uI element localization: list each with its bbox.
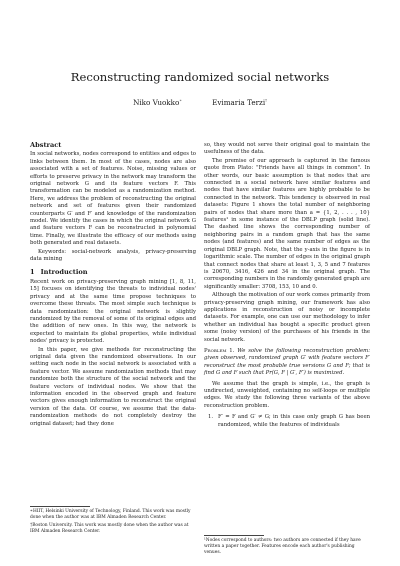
keywords-label: Keywords: [38,248,67,255]
list-item [208,414,370,429]
keywords [30,249,196,264]
problem-statement [204,348,370,378]
left-footnotes [30,502,196,536]
right-footnotes [204,531,370,557]
footnote-author-2: †Boston University. This work was mostly done when the author was at IBM Almaden Research Center. [30,523,189,534]
abstract-text: In social networks, nodes correspond to entities and edges to links between them. In most of the cases, nodes are also associated with a set of features. Noise, missing values or efforts to preserve privacy in the network may transform the original network G and its feature vectors F. This transformation can be modeled as a randomization method. Here, we address the problem of reconstructing the original network and set of features given their randomized counterparts G′ and F′ and knowledge of the randomization model. We identify the cases in which the original network G and feature vectors F can be reconstructed in polynomial time. Finally, we illustrate the efficacy of our methods using both generated and real datasets. [30,151,196,247]
keywords-value: social-network analysis, privacy-preserving data mining [30,248,196,263]
right-paragraph-2: The premise of our approach is captured in the famous quote from Plato: "Friends have all things in common". In other words, our basic assumption is that nodes that are connected in a social network have similar features and nodes that have similar features are highly probable to be connected in the network. This tendency is observed in real datasets: Figure 1 shows the total number of neighboring pairs of nodes that share more than a = {1, 2, . . . , 10} features¹ in some instance of the DBLP graph (solid line). The dashed line shows the corresponding number of neighboring pairs in a random graph that has the same nodes (and features) and the same number of edges as the original DBLP graph. Note, that the y-axis in the figure is in logarithmic scale. The number of edges in the original graph that connect nodes that share at least 1, 3, 5 and 7 features is 20670, 3416, 426 and 34 in the original graph. The corresponding numbers in the randomly generated graph are significantly smaller: 3708, 153, 10 and 0. [204,157,370,290]
footnote-author-1: ∗HIIT, Helsinki University of Technology, Finland. This work was mostly done when the author was at IBM Almaden Research Center. [30,509,191,520]
list-item-number: 1. [208,414,214,421]
left-column [30,142,196,429]
list-item-text: F′ = F and G′ ≠ G; in this case only graph G has been randomized, while the features of individuals [218,414,370,428]
author-1 [133,98,182,107]
author-list [0,98,400,107]
paper-title: Reconstructing randomized social networks [70,70,330,84]
author-2-mark: † [265,98,267,103]
author-1-name: Niko Vuokko [133,98,180,107]
right-paragraph-3: Although the motivation of our work comes primarily from privacy-preserving graph mining, our framework has also applications in reconstruction of noisy or incomplete datasets. For example, one can use our methodology to infer whether an individual has bought a specific product given some (noisy version) of the purchases of his friends in the social network. [204,292,370,343]
footnote-nodes: ¹Nodes correspond to authors: two authors are connected if they have written a paper together. Features encode each author's publishing venues. [204,538,361,555]
footnote-rule [30,506,90,507]
right-paragraph-4: We assume that the graph is simple, i.e., the graph is undirected, unweighted, containing no self-loops or multiple edges. We study the following three variants of the above reconstruction problem. [204,380,370,409]
variant-list [204,414,370,429]
right-paragraph-1: so, they would not serve their original goal to maintain the usefulness of the data. [204,142,370,156]
right-column [204,142,370,430]
intro-paragraph-2: In this paper, we give methods for reconstructing the original data given the randomized observations. In our setting each node in the social network is associated with a feature vector. We assume randomization methods that may randomize both the structure of the social network and the feature vectors of individual nodes. We show that the information encoded in the observed graph and feature vectors gives enough information to reconstruct the original version of the data. Of course, we assume that the data-randomization methods do not completely destroy the original dataset; had they done [30,346,196,427]
problem-text: We solve the following reconstruction problem: given observed, randomized graph G′ with feature vectors F′ reconstruct the most probable true versions G and F; that is find G and F such that Pr(G, F | G′, F′) is maximized. [204,347,370,377]
author-2 [212,98,267,107]
author-2-name: Evimaria Terzi [212,98,266,107]
footnote-rule [204,535,264,536]
intro-heading [30,269,196,276]
intro-number: 1 [30,267,35,276]
intro-paragraph-1: Recent work on privacy-preserving graph mining [1, 8, 11, 15] focuses on identifying the threats to individual nodes' privacy and at the same time propose techniques to overcome these threats. The most simple such technique is data randomization: the original network is slightly randomized by the removal of some of its original edges and the addition of new ones. In this way, the network is expected to maintain its global properties, while individual nodes' privacy is protected. [30,278,196,345]
abstract-heading: Abstract [30,141,62,149]
intro-title: Introduction [40,267,88,276]
problem-label: Problem 1. [204,347,235,354]
author-1-mark: ∗ [179,98,182,103]
